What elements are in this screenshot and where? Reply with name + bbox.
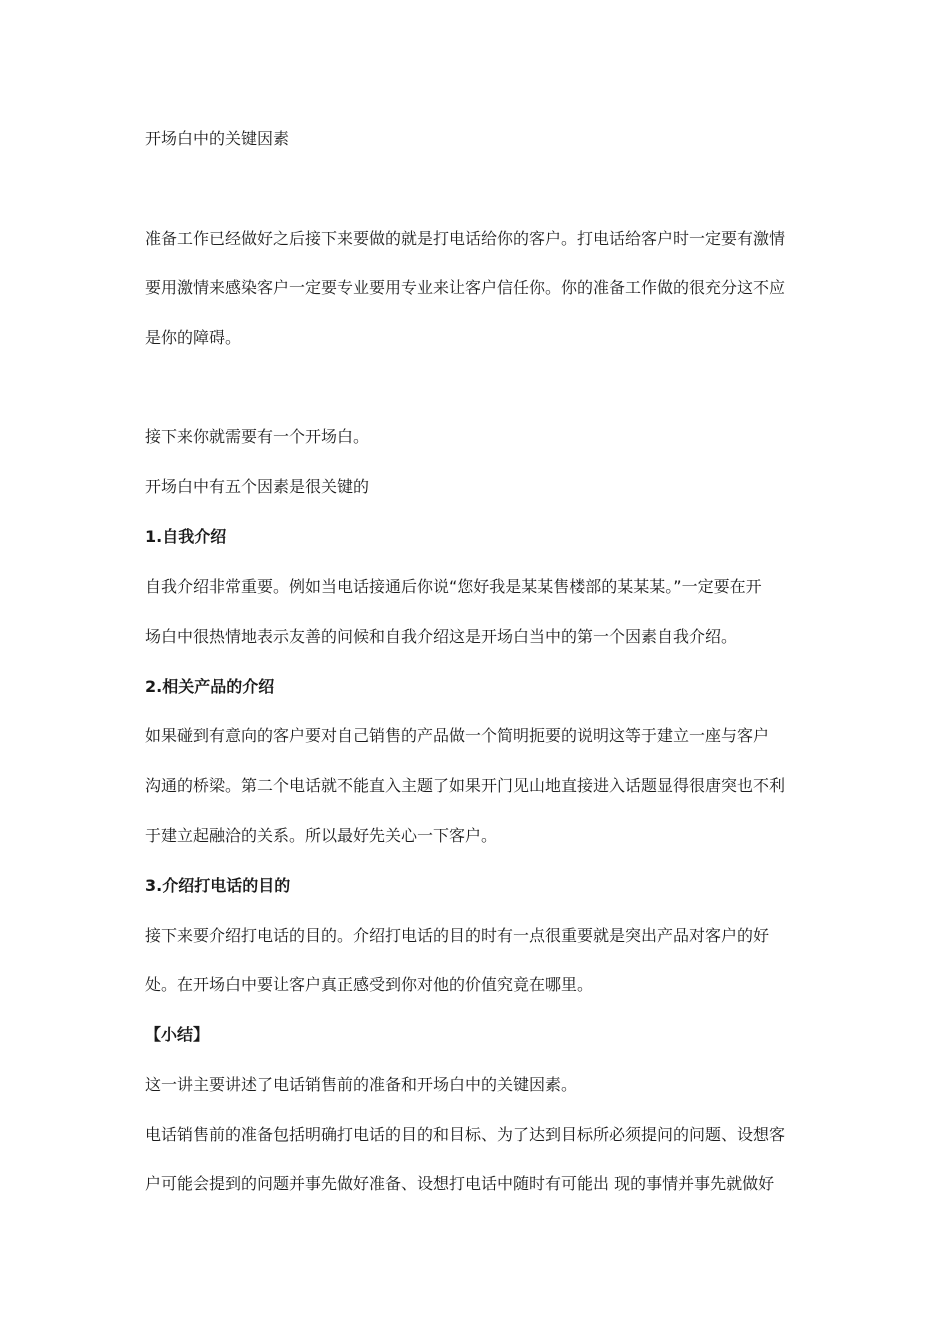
paragraph-line: 开场白中有五个因素是很关键的 — [145, 477, 370, 496]
paragraph-line: 沟通的桥梁。第二个电话就不能直入主题了如果开门见山地直接进入话题显得很唐突也不利 — [145, 776, 786, 795]
paragraph-line: 处。在开场白中要让客户真正感受到你对他的价值究竟在哪里。 — [145, 975, 594, 994]
paragraph-line: 这一讲主要讲述了电话销售前的准备和开场白中的关键因素。 — [145, 1075, 578, 1094]
summary-heading: 【小结】 — [145, 1025, 210, 1044]
paragraph-line: 要用激情来感染客户一定要专业要用专业来让客户信任你。你的准备工作做的很充分这不应 — [145, 278, 786, 297]
section-heading: 3.介绍打电话的目的 — [145, 876, 291, 895]
paragraph-line: 户可能会提到的问题并事先做好准备、设想打电话中随时有可能出 现的事情并事先就做好 — [145, 1174, 775, 1193]
paragraph-line: 接下来要介绍打电话的目的。介绍打电话的目的时有一点很重要就是突出产品对客户的好 — [145, 926, 770, 945]
section-heading: 1.自我介绍 — [145, 527, 227, 546]
section-heading: 2.相关产品的介绍 — [145, 677, 275, 696]
paragraph-line: 准备工作已经做好之后接下来要做的就是打电话给你的客户。打电话给客户时一定要有激情 — [145, 229, 786, 248]
document-title: 开场白中的关键因素 — [145, 129, 290, 148]
paragraph-line: 于建立起融洽的关系。所以最好先关心一下客户。 — [145, 826, 498, 845]
paragraph-line: 接下来你就需要有一个开场白。 — [145, 427, 370, 446]
paragraph-line: 自我介绍非常重要。例如当电话接通后你说“您好我是某某售楼部的某某某。”一定要在开 — [145, 577, 762, 596]
paragraph-line: 场白中很热情地表示友善的问候和自我介绍这是开场白当中的第一个因素自我介绍。 — [145, 627, 738, 646]
paragraph-line: 如果碰到有意向的客户要对自己销售的产品做一个简明扼要的说明这等于建立一座与客户 — [145, 726, 770, 745]
paragraph-line: 电话销售前的准备包括明确打电话的目的和目标、为了达到目标所必须提问的问题、设想客 — [145, 1125, 786, 1144]
paragraph-line: 是你的障碍。 — [145, 328, 242, 347]
